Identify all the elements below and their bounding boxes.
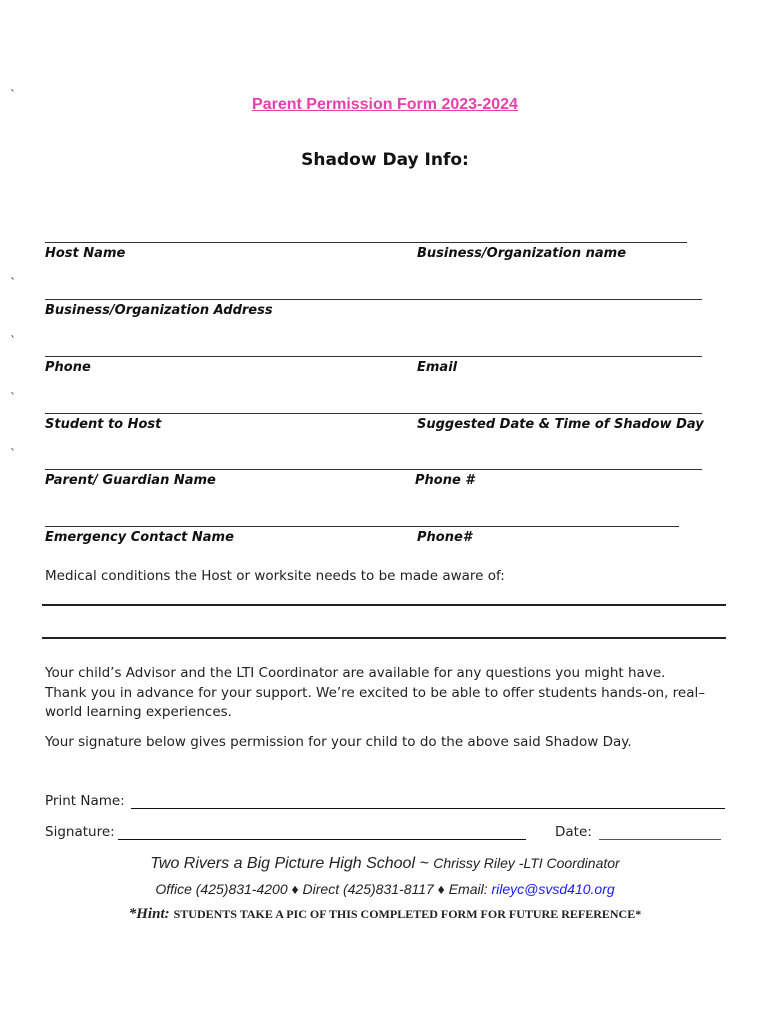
emergency-row-line[interactable] [45, 526, 679, 527]
suggested-date-label: Suggested Date & Time of Shadow Day [417, 417, 704, 432]
business-name-label: Business/Organization name [417, 246, 627, 261]
parent-name-label: Parent/ Guardian Name [45, 473, 216, 488]
section-title: Shadow Day Info: [301, 150, 469, 170]
stray-mark: ` [10, 334, 16, 348]
email-label: Email [417, 360, 458, 375]
contact-numbers: Office (425)831-4200 ♦ Direct (425)831-8117 ♦ Email: [155, 881, 488, 897]
print-name-label: Print Name: [45, 793, 125, 809]
medical-prompt: Medical conditions the Host or worksite needs to be made aware of: [45, 568, 505, 584]
date-line[interactable] [599, 839, 721, 840]
parent-phone-label: Phone # [415, 473, 475, 488]
email-link[interactable]: rileyc@svsd410.org [491, 881, 615, 897]
date-label: Date: [555, 824, 592, 840]
info-paragraph: Your child’s Advisor and the LTI Coordinator are available for any questions you might have. Thank you in advance for your support. We’re excited to be able to offer students hands-on, real–world learning experiences. [45, 665, 706, 720]
emergency-name-label: Emergency Contact Name [45, 530, 234, 545]
print-name-line[interactable] [131, 808, 725, 809]
stray-mark: ` [10, 88, 16, 102]
student-row-line[interactable] [45, 413, 702, 414]
school-name: Two Rivers a Big Picture High School ~ [150, 855, 429, 872]
hint-label: *Hint: [128, 906, 170, 922]
medical-line-2[interactable] [42, 637, 726, 639]
signature-label: Signature: [45, 824, 115, 840]
parent-row-line[interactable] [45, 469, 702, 470]
address-row-line[interactable] [45, 299, 702, 300]
form-title: Parent Permission Form 2023-2024 [252, 96, 518, 113]
coordinator-name: Chrissy Riley -LTI Coordinator [433, 855, 620, 871]
emergency-phone-label: Phone# [417, 530, 472, 545]
stray-mark: ` [10, 391, 16, 405]
footer-contact-line [0, 881, 770, 897]
medical-line-1[interactable] [42, 604, 726, 606]
host-name-label: Host Name [45, 246, 126, 261]
stray-mark: ` [10, 276, 16, 290]
host-row-line[interactable] [45, 242, 687, 243]
phone-row-line[interactable] [45, 356, 702, 357]
footer-school-line [0, 855, 770, 873]
phone-label: Phone [45, 360, 91, 375]
footer-hint-line [0, 905, 770, 923]
hint-text: STUDENTS TAKE A PIC OF THIS COMPLETED FORM FOR FUTURE REFERENCE* [173, 907, 642, 921]
business-address-label: Business/Organization Address [45, 303, 273, 318]
stray-mark: ` [10, 447, 16, 461]
student-to-host-label: Student to Host [45, 417, 162, 432]
signature-line[interactable] [118, 839, 526, 840]
permission-paragraph: Your signature below gives permission for your child to do the above said Shadow Day. [45, 734, 632, 750]
form-title-wrap [0, 96, 770, 114]
